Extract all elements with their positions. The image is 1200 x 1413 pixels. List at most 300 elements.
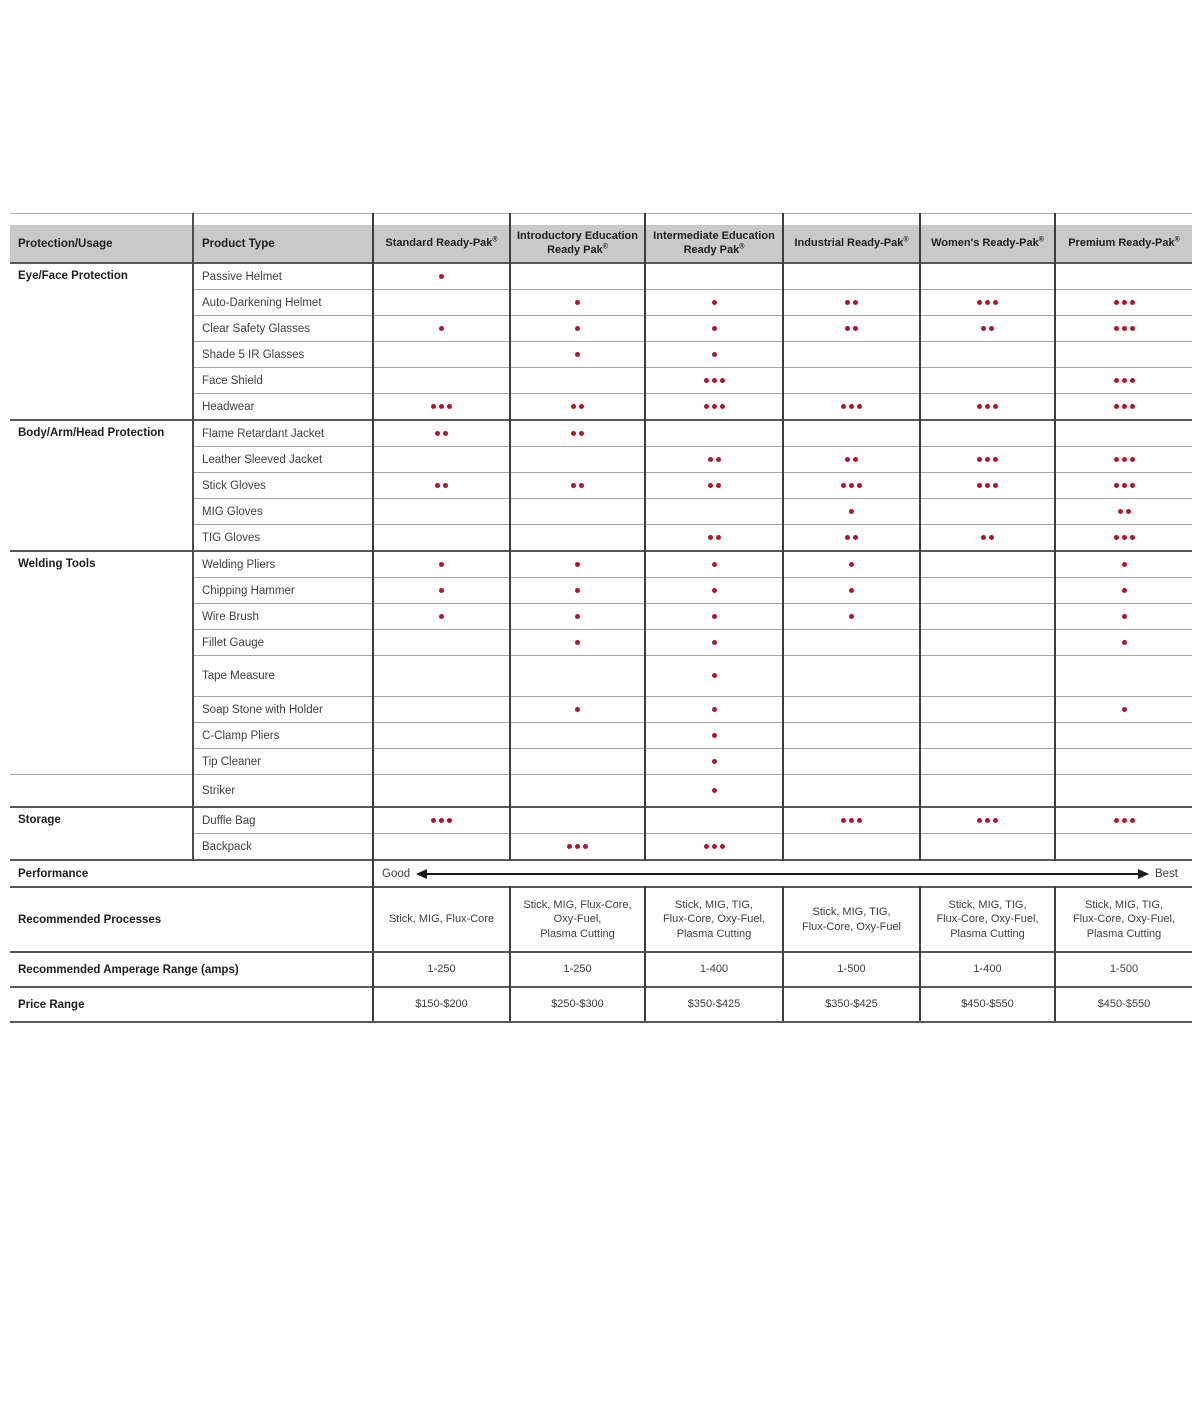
spacer-cell: [920, 214, 1055, 226]
dot-cell: [645, 316, 783, 342]
inclusion-dot: [708, 483, 713, 488]
inclusion-dot: [1130, 483, 1135, 488]
inclusion-dot: [712, 844, 717, 849]
dot-cell: [645, 578, 783, 604]
product-cell: Auto-Darkening Helmet: [193, 290, 373, 316]
dot-cell: [1055, 525, 1192, 552]
dot-cell: [783, 447, 920, 473]
dot-cell: [1055, 656, 1192, 697]
inclusion-dot: [985, 483, 990, 488]
dot-cell: [510, 834, 645, 861]
inclusion-dot: [993, 300, 998, 305]
intermediate-pack-header: Intermediate Education Ready Pak®: [645, 225, 783, 263]
dot-cell: [373, 420, 510, 447]
inclusion-dot: [712, 640, 717, 645]
spacer-cell: [193, 214, 373, 226]
inclusion-dot: [712, 352, 717, 357]
dot-cell: [645, 697, 783, 723]
inclusion-dot: [841, 818, 846, 823]
dot-cell: [645, 420, 783, 447]
product-cell: Headwear: [193, 394, 373, 421]
dot-cell: [1055, 630, 1192, 656]
inclusion-dot: [439, 818, 444, 823]
dot-cell: [1055, 368, 1192, 394]
inclusion-dot: [571, 483, 576, 488]
inclusion-dot: [712, 759, 717, 764]
good-to-best-arrow: [426, 873, 1139, 875]
dot-cell: [783, 807, 920, 834]
inclusion-dot: [849, 614, 854, 619]
inclusion-dot: [583, 844, 588, 849]
recommended-processes-row: [10, 887, 1192, 952]
dot-cell: [1055, 578, 1192, 604]
inclusion-dot: [1126, 509, 1131, 514]
dot-cell: [920, 394, 1055, 421]
inclusion-dot: [712, 562, 717, 567]
inclusion-dot: [435, 483, 440, 488]
product-cell: Clear Safety Glasses: [193, 316, 373, 342]
dot-cell: [920, 723, 1055, 749]
dot-cell: [783, 394, 920, 421]
dot-cell: [920, 499, 1055, 525]
process-value: Stick, MIG, Flux-Core, Oxy-Fuel, Plasma Cutting: [510, 887, 645, 952]
registered-mark: ®: [492, 236, 498, 244]
dot-cell: [1055, 834, 1192, 861]
dot-cell: [373, 630, 510, 656]
dot-cell: [373, 807, 510, 834]
dot-cell: [783, 368, 920, 394]
dot-cell: [373, 394, 510, 421]
dot-cell: [510, 697, 645, 723]
inclusion-dot: [985, 404, 990, 409]
spacer-cell: [1055, 214, 1192, 226]
inclusion-dot: [704, 404, 709, 409]
ready-pak-comparison-table: [10, 213, 1192, 1023]
dot-cell: [1055, 723, 1192, 749]
amperage-row: [10, 952, 1192, 987]
inclusion-dot: [849, 509, 854, 514]
dot-cell: [783, 578, 920, 604]
inclusion-dot: [1122, 588, 1127, 593]
dot-cell: [1055, 316, 1192, 342]
table-row: [10, 807, 1192, 834]
dot-cell: [645, 656, 783, 697]
inclusion-dot: [1122, 707, 1127, 712]
dot-cell: [373, 316, 510, 342]
amperage-label: Recommended Amperage Range (amps): [10, 952, 373, 987]
dot-cell: [645, 807, 783, 834]
product-cell: Passive Helmet: [193, 263, 373, 290]
dot-cell: [783, 499, 920, 525]
dot-cell: [510, 630, 645, 656]
dot-cell: [510, 749, 645, 775]
inclusion-dot: [1122, 483, 1127, 488]
dot-cell: [510, 447, 645, 473]
dot-cell: [645, 834, 783, 861]
dot-cell: [645, 551, 783, 578]
performance-best-label: Best: [1154, 867, 1178, 880]
registered-mark: ®: [1174, 236, 1180, 244]
amperage-value: 1-250: [373, 952, 510, 987]
category-cell: Storage: [10, 807, 193, 860]
dot-cell: [510, 473, 645, 499]
inclusion-dot: [1114, 818, 1119, 823]
header-spacer-row: [10, 214, 1192, 226]
dot-cell: [510, 420, 645, 447]
product-cell: Welding Pliers: [193, 551, 373, 578]
inclusion-dot: [1130, 404, 1135, 409]
product-cell: Face Shield: [193, 368, 373, 394]
inclusion-dot: [845, 300, 850, 305]
product-cell: MIG Gloves: [193, 499, 373, 525]
price-value: $450-$550: [920, 987, 1055, 1022]
inclusion-dot: [571, 431, 576, 436]
dot-cell: [510, 723, 645, 749]
dot-cell: [920, 473, 1055, 499]
spacer-cell: [373, 214, 510, 226]
dot-cell: [373, 551, 510, 578]
inclusion-dot: [845, 457, 850, 462]
recommended-processes-label: Recommended Processes: [10, 887, 373, 952]
inclusion-dot: [443, 483, 448, 488]
dot-cell: [1055, 749, 1192, 775]
inclusion-dot: [447, 404, 452, 409]
price-value: $250-$300: [510, 987, 645, 1022]
inclusion-dot: [1130, 457, 1135, 462]
inclusion-dot: [712, 588, 717, 593]
inclusion-dot: [712, 707, 717, 712]
dot-cell: [510, 316, 645, 342]
inclusion-dot: [447, 818, 452, 823]
dot-cell: [373, 263, 510, 290]
premium-pack-header: Premium Ready-Pak®: [1055, 225, 1192, 263]
amperage-value: 1-400: [920, 952, 1055, 987]
inclusion-dot: [1114, 457, 1119, 462]
inclusion-dot: [1114, 535, 1119, 540]
inclusion-dot: [1114, 326, 1119, 331]
dot-cell: [645, 473, 783, 499]
inclusion-dot: [439, 562, 444, 567]
product-cell: Striker: [193, 775, 373, 808]
inclusion-dot: [567, 844, 572, 849]
inclusion-dot: [443, 431, 448, 436]
product-cell: C-Clamp Pliers: [193, 723, 373, 749]
dot-cell: [783, 656, 920, 697]
inclusion-dot: [853, 457, 858, 462]
dot-cell: [373, 604, 510, 630]
dot-cell: [510, 499, 645, 525]
dot-cell: [510, 368, 645, 394]
inclusion-dot: [849, 404, 854, 409]
inclusion-dot: [720, 404, 725, 409]
price-range-label: Price Range: [10, 987, 373, 1022]
spacer-cell: [10, 214, 193, 226]
product-cell: Stick Gloves: [193, 473, 373, 499]
dot-cell: [920, 342, 1055, 368]
inclusion-dot: [977, 483, 982, 488]
inclusion-dot: [1114, 483, 1119, 488]
inclusion-dot: [431, 404, 436, 409]
dot-cell: [373, 447, 510, 473]
dot-cell: [645, 447, 783, 473]
dot-cell: [920, 656, 1055, 697]
product-cell: Chipping Hammer: [193, 578, 373, 604]
amperage-value: 1-250: [510, 952, 645, 987]
dot-cell: [920, 263, 1055, 290]
inclusion-dot: [849, 588, 854, 593]
table-row: [10, 263, 1192, 290]
inclusion-dot: [579, 431, 584, 436]
price-value: $350-$425: [645, 987, 783, 1022]
dot-cell: [373, 525, 510, 552]
inclusion-dot: [712, 326, 717, 331]
product-cell: Soap Stone with Holder: [193, 697, 373, 723]
dot-cell: [920, 368, 1055, 394]
inclusion-dot: [981, 535, 986, 540]
product-cell: Wire Brush: [193, 604, 373, 630]
inclusion-dot: [1130, 378, 1135, 383]
inclusion-dot: [712, 614, 717, 619]
dot-cell: [645, 630, 783, 656]
dot-cell: [645, 525, 783, 552]
dot-cell: [783, 420, 920, 447]
dot-cell: [920, 775, 1055, 808]
inclusion-dot: [720, 844, 725, 849]
inclusion-dot: [439, 326, 444, 331]
performance-label: Performance: [10, 860, 373, 887]
dot-cell: [373, 656, 510, 697]
inclusion-dot: [712, 300, 717, 305]
product-cell: Backpack: [193, 834, 373, 861]
inclusion-dot: [1122, 300, 1127, 305]
inclusion-dot: [439, 588, 444, 593]
inclusion-dot: [1122, 818, 1127, 823]
inclusion-dot: [1114, 300, 1119, 305]
inclusion-dot: [575, 352, 580, 357]
inclusion-dot: [716, 535, 721, 540]
product-cell: Fillet Gauge: [193, 630, 373, 656]
spacer-cell: [510, 214, 645, 226]
inclusion-dot: [431, 818, 436, 823]
product-cell: Duffle Bag: [193, 807, 373, 834]
product-cell: Shade 5 IR Glasses: [193, 342, 373, 368]
dot-cell: [510, 263, 645, 290]
dot-cell: [920, 290, 1055, 316]
price-value: $450-$550: [1055, 987, 1192, 1022]
inclusion-dot: [575, 588, 580, 593]
dot-cell: [510, 551, 645, 578]
dot-cell: [1055, 342, 1192, 368]
inclusion-dot: [439, 614, 444, 619]
dot-cell: [920, 551, 1055, 578]
product-cell: Tape Measure: [193, 656, 373, 697]
dot-cell: [510, 290, 645, 316]
dot-cell: [1055, 775, 1192, 808]
dot-cell: [783, 775, 920, 808]
dot-cell: [645, 394, 783, 421]
inclusion-dot: [1122, 640, 1127, 645]
inclusion-dot: [575, 707, 580, 712]
inclusion-dot: [716, 457, 721, 462]
dot-cell: [373, 834, 510, 861]
dot-cell: [920, 697, 1055, 723]
inclusion-dot: [853, 326, 858, 331]
dot-cell: [510, 775, 645, 808]
inclusion-dot: [985, 457, 990, 462]
dot-cell: [783, 697, 920, 723]
inclusion-dot: [720, 378, 725, 383]
dot-cell: [645, 775, 783, 808]
inclusion-dot: [708, 535, 713, 540]
price-value: $350-$425: [783, 987, 920, 1022]
inclusion-dot: [712, 733, 717, 738]
inclusion-dot: [849, 562, 854, 567]
dot-cell: [783, 263, 920, 290]
table-row: [10, 551, 1192, 578]
dot-cell: [920, 578, 1055, 604]
dot-cell: [920, 807, 1055, 834]
inclusion-dot: [845, 535, 850, 540]
performance-good-label: Good: [382, 867, 411, 880]
inclusion-dot: [575, 614, 580, 619]
dot-cell: [373, 749, 510, 775]
dot-cell: [1055, 447, 1192, 473]
performance-scale: [373, 860, 1192, 887]
inclusion-dot: [712, 378, 717, 383]
inclusion-dot: [977, 300, 982, 305]
category-cell: Body/Arm/Head Protection: [10, 420, 193, 551]
inclusion-dot: [575, 640, 580, 645]
standard-pack-header: Standard Ready-Pak®: [373, 225, 510, 263]
inclusion-dot: [439, 274, 444, 279]
inclusion-dot: [1130, 818, 1135, 823]
inclusion-dot: [575, 300, 580, 305]
dot-cell: [783, 290, 920, 316]
product-type-header: Product Type: [193, 225, 373, 263]
inclusion-dot: [993, 818, 998, 823]
inclusion-dot: [571, 404, 576, 409]
inclusion-dot: [853, 300, 858, 305]
inclusion-dot: [1114, 404, 1119, 409]
inclusion-dot: [1122, 614, 1127, 619]
inclusion-dot: [849, 818, 854, 823]
dot-cell: [920, 749, 1055, 775]
dot-cell: [373, 775, 510, 808]
dot-cell: [1055, 394, 1192, 421]
table-header-row: [10, 225, 1192, 263]
inclusion-dot: [993, 404, 998, 409]
dot-cell: [783, 342, 920, 368]
dot-cell: [373, 578, 510, 604]
dot-cell: [373, 697, 510, 723]
inclusion-dot: [841, 404, 846, 409]
spacer-cell: [783, 214, 920, 226]
dot-cell: [783, 749, 920, 775]
womens-pack-header: Women's Ready-Pak®: [920, 225, 1055, 263]
dot-cell: [1055, 807, 1192, 834]
inclusion-dot: [716, 483, 721, 488]
inclusion-dot: [579, 483, 584, 488]
inclusion-dot: [704, 844, 709, 849]
industrial-pack-header: Industrial Ready-Pak®: [783, 225, 920, 263]
amperage-value: 1-500: [783, 952, 920, 987]
inclusion-dot: [981, 326, 986, 331]
product-cell: Leather Sleeved Jacket: [193, 447, 373, 473]
inclusion-dot: [857, 483, 862, 488]
dot-cell: [373, 368, 510, 394]
registered-mark: ®: [602, 242, 608, 250]
dot-cell: [783, 551, 920, 578]
category-cell: Welding Tools: [10, 551, 193, 775]
category-cell-empty: [10, 775, 193, 808]
dot-cell: [373, 342, 510, 368]
inclusion-dot: [1122, 457, 1127, 462]
dot-cell: [920, 630, 1055, 656]
dot-cell: [1055, 697, 1192, 723]
inclusion-dot: [575, 562, 580, 567]
inclusion-dot: [579, 404, 584, 409]
inclusion-dot: [712, 404, 717, 409]
inclusion-dot: [977, 818, 982, 823]
inclusion-dot: [977, 457, 982, 462]
dot-cell: [645, 749, 783, 775]
dot-cell: [920, 834, 1055, 861]
amperage-value: 1-400: [645, 952, 783, 987]
inclusion-dot: [1130, 326, 1135, 331]
dot-cell: [1055, 499, 1192, 525]
price-value: $150-$200: [373, 987, 510, 1022]
dot-cell: [783, 604, 920, 630]
dot-cell: [1055, 551, 1192, 578]
inclusion-dot: [989, 326, 994, 331]
inclusion-dot: [993, 457, 998, 462]
process-value: Stick, MIG, TIG, Flux-Core, Oxy-Fuel, Plasma Cutting: [920, 887, 1055, 952]
inclusion-dot: [857, 818, 862, 823]
dot-cell: [373, 473, 510, 499]
dot-cell: [510, 342, 645, 368]
inclusion-dot: [1122, 562, 1127, 567]
dot-cell: [645, 263, 783, 290]
product-cell: Tip Cleaner: [193, 749, 373, 775]
dot-cell: [645, 604, 783, 630]
inclusion-dot: [1122, 378, 1127, 383]
inclusion-dot: [857, 404, 862, 409]
inclusion-dot: [712, 788, 717, 793]
dot-cell: [920, 604, 1055, 630]
inclusion-dot: [989, 535, 994, 540]
dot-cell: [1055, 263, 1192, 290]
dot-cell: [510, 656, 645, 697]
dot-cell: [645, 723, 783, 749]
inclusion-dot: [841, 483, 846, 488]
inclusion-dot: [977, 404, 982, 409]
inclusion-dot: [1130, 535, 1135, 540]
dot-cell: [373, 290, 510, 316]
inclusion-dot: [1122, 535, 1127, 540]
dot-cell: [373, 499, 510, 525]
inclusion-dot: [1114, 378, 1119, 383]
spacer-cell: [645, 214, 783, 226]
dot-cell: [510, 604, 645, 630]
dot-cell: [1055, 604, 1192, 630]
inclusion-dot: [1122, 404, 1127, 409]
amperage-value: 1-500: [1055, 952, 1192, 987]
dot-cell: [373, 723, 510, 749]
dot-cell: [510, 578, 645, 604]
price-range-row: [10, 987, 1192, 1022]
inclusion-dot: [985, 818, 990, 823]
process-value: Stick, MIG, TIG, Flux-Core, Oxy-Fuel, Plasma Cutting: [645, 887, 783, 952]
